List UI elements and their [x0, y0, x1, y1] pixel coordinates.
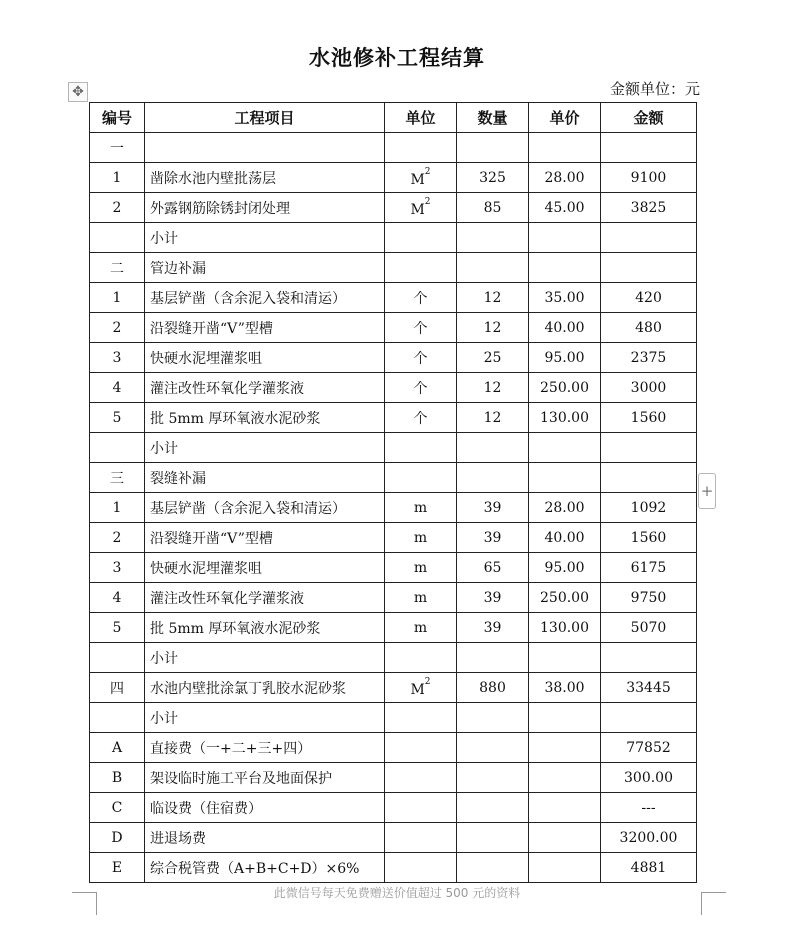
- cell-qty[interactable]: [457, 313, 529, 343]
- cell-amount[interactable]: [601, 613, 697, 643]
- settlement-table: [89, 102, 697, 883]
- table-row: [90, 283, 697, 313]
- cell-unit[interactable]: [385, 613, 457, 643]
- cell-no[interactable]: [90, 343, 145, 373]
- table-row: [90, 373, 697, 403]
- cell-item[interactable]: [145, 433, 385, 463]
- cell-unit[interactable]: [385, 283, 457, 313]
- table-row: [90, 403, 697, 433]
- cell-unit[interactable]: [385, 853, 457, 883]
- cell-amount-text: 3825: [630, 199, 667, 216]
- cell-no[interactable]: [90, 613, 145, 643]
- cell-amount-text: 77852: [626, 739, 671, 756]
- cell-no-text: E: [111, 859, 123, 876]
- cell-qty-text: 85: [483, 199, 502, 216]
- cell-item-text: 基层铲凿（含余泥入袋和清运）: [150, 290, 346, 307]
- cell-amount-text: 480: [635, 319, 662, 336]
- cell-amount-text: 1560: [630, 529, 667, 546]
- cell-no-text: 一: [110, 140, 124, 157]
- add-column-icon[interactable]: +: [698, 473, 716, 509]
- cell-price-text: 95.00: [544, 349, 585, 366]
- cell-price[interactable]: [529, 553, 601, 583]
- cell-item-text: 灌注改性环氧化学灌浆液: [150, 380, 304, 397]
- table-move-handle-icon[interactable]: ✥: [68, 82, 88, 102]
- currency-unit-note: 金额单位：元: [609, 80, 700, 98]
- cell-amount[interactable]: [601, 343, 697, 373]
- cell-item-text: 裂缝补漏: [150, 470, 206, 487]
- cell-no[interactable]: [90, 523, 145, 553]
- cell-no-text: C: [111, 799, 123, 816]
- cell-item[interactable]: [145, 793, 385, 823]
- cell-price[interactable]: [529, 643, 601, 673]
- cell-qty[interactable]: [457, 763, 529, 793]
- cell-no[interactable]: [90, 493, 145, 523]
- cell-item[interactable]: [145, 283, 385, 313]
- cell-qty[interactable]: [457, 163, 529, 193]
- cell-price-text: 130.00: [540, 409, 589, 426]
- cell-unit[interactable]: [385, 133, 457, 163]
- cell-item-text: 综合税管费（A+B+C+D）×6%: [150, 860, 360, 877]
- cell-item-text: 凿除水池内壁批荡层: [150, 170, 276, 187]
- cell-no[interactable]: [90, 673, 145, 703]
- table-row: [90, 763, 697, 793]
- cell-item[interactable]: [145, 553, 385, 583]
- cell-no[interactable]: [90, 703, 145, 733]
- cell-price-text: 40.00: [544, 319, 585, 336]
- cell-qty[interactable]: [457, 823, 529, 853]
- cell-item-text: 沿裂缝开凿“V”型槽: [150, 530, 273, 547]
- cell-qty-text: 12: [483, 319, 502, 336]
- cell-qty[interactable]: [457, 433, 529, 463]
- cell-item-text: 小计: [150, 440, 178, 457]
- table-row: [90, 733, 697, 763]
- cell-amount-text: 33445: [626, 679, 671, 696]
- cell-no[interactable]: [90, 823, 145, 853]
- cell-item-text: 批 5mm 厚环氧液水泥砂浆: [150, 410, 321, 427]
- cell-item[interactable]: [145, 733, 385, 763]
- cell-no[interactable]: [90, 853, 145, 883]
- cell-item[interactable]: [145, 823, 385, 853]
- cell-item[interactable]: [145, 313, 385, 343]
- cell-amount[interactable]: [601, 463, 697, 493]
- cell-amount-text: 6175: [630, 559, 667, 576]
- cell-no-text: B: [111, 769, 123, 786]
- cell-price[interactable]: [529, 823, 601, 853]
- cell-price[interactable]: [529, 223, 601, 253]
- cell-item[interactable]: [145, 493, 385, 523]
- cell-price[interactable]: [529, 703, 601, 733]
- cell-item-text: 小计: [150, 230, 178, 247]
- cell-amount[interactable]: [601, 223, 697, 253]
- cell-qty[interactable]: [457, 793, 529, 823]
- cell-qty[interactable]: [457, 403, 529, 433]
- cell-amount[interactable]: [601, 373, 697, 403]
- table-row: [90, 523, 697, 553]
- cell-no[interactable]: [90, 313, 145, 343]
- unit-superscript: 2: [424, 167, 431, 177]
- table-row: [90, 493, 697, 523]
- header-qty: 数量: [457, 103, 529, 133]
- table-row: [90, 463, 697, 493]
- cell-amount-text: 2375: [630, 349, 667, 366]
- cell-unit-text: m: [413, 619, 428, 636]
- cell-unit[interactable]: [385, 703, 457, 733]
- cell-unit-text: 个: [413, 350, 428, 367]
- cell-unit[interactable]: [385, 523, 457, 553]
- cell-price[interactable]: [529, 163, 601, 193]
- cell-no[interactable]: [90, 463, 145, 493]
- cell-price[interactable]: [529, 433, 601, 463]
- cell-unit-text: 个: [413, 320, 428, 337]
- cell-item[interactable]: [145, 703, 385, 733]
- cell-item[interactable]: [145, 163, 385, 193]
- unit-superscript: 2: [424, 677, 431, 687]
- cell-price[interactable]: [529, 493, 601, 523]
- cell-no[interactable]: [90, 583, 145, 613]
- cell-qty[interactable]: [457, 463, 529, 493]
- cell-item-text: 快硬水泥埋灌浆咀: [150, 350, 262, 367]
- cell-no-text: 二: [110, 260, 124, 277]
- cell-no-text: 2: [112, 319, 122, 336]
- cell-qty[interactable]: [457, 223, 529, 253]
- cell-unit[interactable]: [385, 823, 457, 853]
- cell-price[interactable]: [529, 283, 601, 313]
- cell-item[interactable]: [145, 343, 385, 373]
- cell-unit-text: M: [410, 172, 425, 188]
- cell-item[interactable]: [145, 523, 385, 553]
- cell-no-text: 1: [112, 499, 122, 516]
- table-row: [90, 163, 697, 193]
- cell-unit-text: 个: [413, 380, 428, 397]
- cell-unit[interactable]: [385, 163, 457, 193]
- cell-no[interactable]: [90, 373, 145, 403]
- cell-no[interactable]: [90, 643, 145, 673]
- cell-price[interactable]: [529, 583, 601, 613]
- cell-qty[interactable]: [457, 133, 529, 163]
- table-body: [90, 133, 697, 883]
- table-row: [90, 853, 697, 883]
- cell-no[interactable]: [90, 763, 145, 793]
- cell-price[interactable]: [529, 523, 601, 553]
- cell-qty-text: 325: [479, 169, 506, 186]
- cell-qty[interactable]: [457, 703, 529, 733]
- table-row: [90, 433, 697, 463]
- footer-note: 此微信号每天免费赠送价值超过 500 元的资料: [273, 886, 521, 900]
- cell-unit[interactable]: [385, 493, 457, 523]
- cell-unit-text: 个: [413, 290, 428, 307]
- cell-qty-text: 39: [483, 589, 502, 606]
- header-no: 编号: [90, 103, 145, 133]
- cell-item-text: 批 5mm 厚环氧液水泥砂浆: [150, 620, 321, 637]
- cell-price-text: 250.00: [540, 379, 589, 396]
- cell-amount-text: 1560: [630, 409, 667, 426]
- cell-amount[interactable]: [601, 793, 697, 823]
- cell-item[interactable]: [145, 463, 385, 493]
- cell-qty[interactable]: [457, 583, 529, 613]
- cell-amount-text: ---: [641, 799, 656, 816]
- table-row: [90, 583, 697, 613]
- cell-no-text: 4: [112, 589, 122, 606]
- cell-price[interactable]: [529, 673, 601, 703]
- cell-qty-text: 12: [483, 379, 502, 396]
- cell-qty[interactable]: [457, 643, 529, 673]
- cell-unit[interactable]: [385, 403, 457, 433]
- cell-no[interactable]: [90, 733, 145, 763]
- cell-price[interactable]: [529, 373, 601, 403]
- header-unit: 单位: [385, 103, 457, 133]
- cell-price-text: 45.00: [544, 199, 585, 216]
- cell-price[interactable]: [529, 853, 601, 883]
- cell-item-text: 基层铲凿（含余泥入袋和清运）: [150, 500, 346, 517]
- cell-no-text: 5: [112, 409, 122, 426]
- table-row: [90, 223, 697, 253]
- cell-qty-text: 12: [483, 289, 502, 306]
- cell-amount[interactable]: [601, 583, 697, 613]
- cell-no-text: 1: [112, 289, 122, 306]
- cell-item-text: 快硬水泥埋灌浆咀: [150, 560, 262, 577]
- cell-amount[interactable]: [601, 253, 697, 283]
- table-row: [90, 193, 697, 223]
- cell-price[interactable]: [529, 313, 601, 343]
- cell-amount[interactable]: [601, 853, 697, 883]
- table-row: [90, 343, 697, 373]
- cell-item[interactable]: [145, 253, 385, 283]
- table-row: [90, 253, 697, 283]
- cell-price[interactable]: [529, 793, 601, 823]
- cell-item-text: 小计: [150, 650, 178, 667]
- cell-amount-text: 300.00: [624, 769, 673, 786]
- cell-qty[interactable]: [457, 523, 529, 553]
- cell-amount-text: 5070: [630, 619, 667, 636]
- cell-no[interactable]: [90, 283, 145, 313]
- cell-price-text: 40.00: [544, 529, 585, 546]
- cell-amount-text: 1092: [630, 499, 667, 516]
- cell-amount[interactable]: [601, 493, 697, 523]
- cell-unit[interactable]: [385, 553, 457, 583]
- cell-item-text: 外露钢筋除锈封闭处理: [150, 200, 290, 217]
- cell-qty-text: 39: [483, 499, 502, 516]
- cell-unit[interactable]: [385, 343, 457, 373]
- cell-amount-text: 3200.00: [619, 829, 678, 846]
- cell-qty[interactable]: [457, 373, 529, 403]
- cell-amount[interactable]: [601, 433, 697, 463]
- cell-qty[interactable]: [457, 613, 529, 643]
- header-amount: 金额: [601, 103, 697, 133]
- cell-no-text: 2: [112, 529, 122, 546]
- cell-item[interactable]: [145, 133, 385, 163]
- cell-item-text: 临设费（住宿费）: [150, 800, 262, 817]
- cell-amount[interactable]: [601, 193, 697, 223]
- cell-price-text: 38.00: [544, 679, 585, 696]
- cell-amount-text: 420: [635, 289, 662, 306]
- cell-qty[interactable]: [457, 493, 529, 523]
- cell-no[interactable]: [90, 133, 145, 163]
- cell-no-text: 3: [112, 349, 122, 366]
- cell-unit[interactable]: [385, 733, 457, 763]
- cell-qty-text: 65: [483, 559, 502, 576]
- cell-amount[interactable]: [601, 823, 697, 853]
- cell-item[interactable]: [145, 643, 385, 673]
- cell-no-text: A: [111, 739, 123, 756]
- cell-unit[interactable]: [385, 763, 457, 793]
- cell-price-text: 95.00: [544, 559, 585, 576]
- cell-item[interactable]: [145, 673, 385, 703]
- unit-superscript: 2: [424, 197, 431, 207]
- cell-unit[interactable]: [385, 793, 457, 823]
- cell-no[interactable]: [90, 163, 145, 193]
- cell-amount-text: 9750: [630, 589, 667, 606]
- cell-qty[interactable]: [457, 343, 529, 373]
- cell-unit-text: M: [410, 682, 425, 698]
- cell-price-text: 130.00: [540, 619, 589, 636]
- cell-no[interactable]: [90, 193, 145, 223]
- cell-qty[interactable]: [457, 253, 529, 283]
- cell-no-text: 4: [112, 379, 122, 396]
- cell-item[interactable]: [145, 583, 385, 613]
- cell-price-text: 250.00: [540, 589, 589, 606]
- cell-no-text: D: [111, 829, 123, 846]
- cell-unit-text: m: [413, 559, 428, 576]
- cell-amount-text: 4881: [630, 859, 667, 876]
- cell-qty[interactable]: [457, 733, 529, 763]
- cell-no[interactable]: [90, 403, 145, 433]
- cell-unit-text: m: [413, 529, 428, 546]
- cell-item[interactable]: [145, 613, 385, 643]
- cell-item[interactable]: [145, 373, 385, 403]
- cell-amount[interactable]: [601, 553, 697, 583]
- cell-unit[interactable]: [385, 193, 457, 223]
- cell-item[interactable]: [145, 763, 385, 793]
- cell-qty-text: 25: [483, 349, 502, 366]
- table-row: [90, 613, 697, 643]
- cell-amount[interactable]: [601, 763, 697, 793]
- cell-price[interactable]: [529, 403, 601, 433]
- table-header-row: [90, 103, 697, 133]
- cell-no-text: 5: [112, 619, 122, 636]
- cell-item-text: 进退场费: [150, 830, 206, 847]
- cell-amount[interactable]: [601, 733, 697, 763]
- document-title: 水池修补工程结算: [309, 45, 485, 70]
- cell-amount[interactable]: [601, 403, 697, 433]
- cell-qty[interactable]: [457, 283, 529, 313]
- cell-no-text: 2: [112, 199, 122, 216]
- cell-qty[interactable]: [457, 553, 529, 583]
- cell-price[interactable]: [529, 343, 601, 373]
- table-row: [90, 823, 697, 853]
- cell-price-text: 35.00: [544, 289, 585, 306]
- header-price: 单价: [529, 103, 601, 133]
- cell-no[interactable]: [90, 253, 145, 283]
- cell-unit-text: m: [413, 589, 428, 606]
- table-row: [90, 133, 697, 163]
- cell-unit[interactable]: [385, 583, 457, 613]
- cell-amount[interactable]: [601, 313, 697, 343]
- cell-qty-text: 39: [483, 529, 502, 546]
- cell-item-text: 小计: [150, 710, 178, 727]
- cell-amount[interactable]: [601, 283, 697, 313]
- cell-no-text: 三: [110, 470, 124, 487]
- cell-item[interactable]: [145, 853, 385, 883]
- cell-unit[interactable]: [385, 433, 457, 463]
- cell-amount[interactable]: [601, 163, 697, 193]
- cell-unit-text: m: [413, 499, 428, 516]
- cell-qty[interactable]: [457, 673, 529, 703]
- cell-item-text: 直接费（一+二+三+四）: [150, 740, 312, 757]
- cell-unit[interactable]: [385, 463, 457, 493]
- cell-unit-text: 个: [413, 410, 428, 427]
- cell-unit[interactable]: [385, 223, 457, 253]
- cell-price[interactable]: [529, 463, 601, 493]
- cell-price[interactable]: [529, 133, 601, 163]
- cell-unit[interactable]: [385, 313, 457, 343]
- cell-qty-text: 12: [483, 409, 502, 426]
- cell-amount[interactable]: [601, 703, 697, 733]
- cell-item-text: 灌注改性环氧化学灌浆液: [150, 590, 304, 607]
- cell-amount[interactable]: [601, 643, 697, 673]
- cell-amount[interactable]: [601, 673, 697, 703]
- cell-item-text: 水池内壁批涂氯丁乳胶水泥砂浆: [150, 680, 346, 697]
- cell-unit[interactable]: [385, 253, 457, 283]
- cell-no-text: 四: [110, 680, 124, 697]
- cell-amount-text: 9100: [630, 169, 667, 186]
- cell-item-text: 架设临时施工平台及地面保护: [150, 770, 332, 787]
- table-row: [90, 703, 697, 733]
- cell-qty[interactable]: [457, 193, 529, 223]
- cell-no-text: 1: [112, 169, 122, 186]
- table-row: [90, 673, 697, 703]
- cell-price[interactable]: [529, 763, 601, 793]
- cell-qty[interactable]: [457, 853, 529, 883]
- cell-item[interactable]: [145, 193, 385, 223]
- cell-item[interactable]: [145, 403, 385, 433]
- cell-price[interactable]: [529, 193, 601, 223]
- cell-price[interactable]: [529, 613, 601, 643]
- cell-amount[interactable]: [601, 133, 697, 163]
- cell-no-text: 3: [112, 559, 122, 576]
- cell-qty-text: 39: [483, 619, 502, 636]
- cell-price-text: 28.00: [544, 499, 585, 516]
- cell-price-text: 28.00: [544, 169, 585, 186]
- cell-amount-text: 3000: [630, 379, 667, 396]
- table-row: [90, 313, 697, 343]
- cell-no[interactable]: [90, 223, 145, 253]
- table-row: [90, 553, 697, 583]
- cell-price[interactable]: [529, 253, 601, 283]
- header-item: 工程项目: [145, 103, 385, 133]
- cell-unit-text: M: [410, 202, 425, 218]
- cell-price[interactable]: [529, 733, 601, 763]
- cell-qty-text: 880: [479, 679, 506, 696]
- cell-unit[interactable]: [385, 643, 457, 673]
- cell-item-text: 管边补漏: [150, 260, 206, 277]
- cell-no[interactable]: [90, 793, 145, 823]
- table-row: [90, 793, 697, 823]
- cell-no[interactable]: [90, 433, 145, 463]
- cell-amount[interactable]: [601, 523, 697, 553]
- cell-no[interactable]: [90, 553, 145, 583]
- cell-unit[interactable]: [385, 673, 457, 703]
- table-row: [90, 643, 697, 673]
- cell-item-text: 沿裂缝开凿“V”型槽: [150, 320, 273, 337]
- cell-unit[interactable]: [385, 373, 457, 403]
- cell-item[interactable]: [145, 223, 385, 253]
